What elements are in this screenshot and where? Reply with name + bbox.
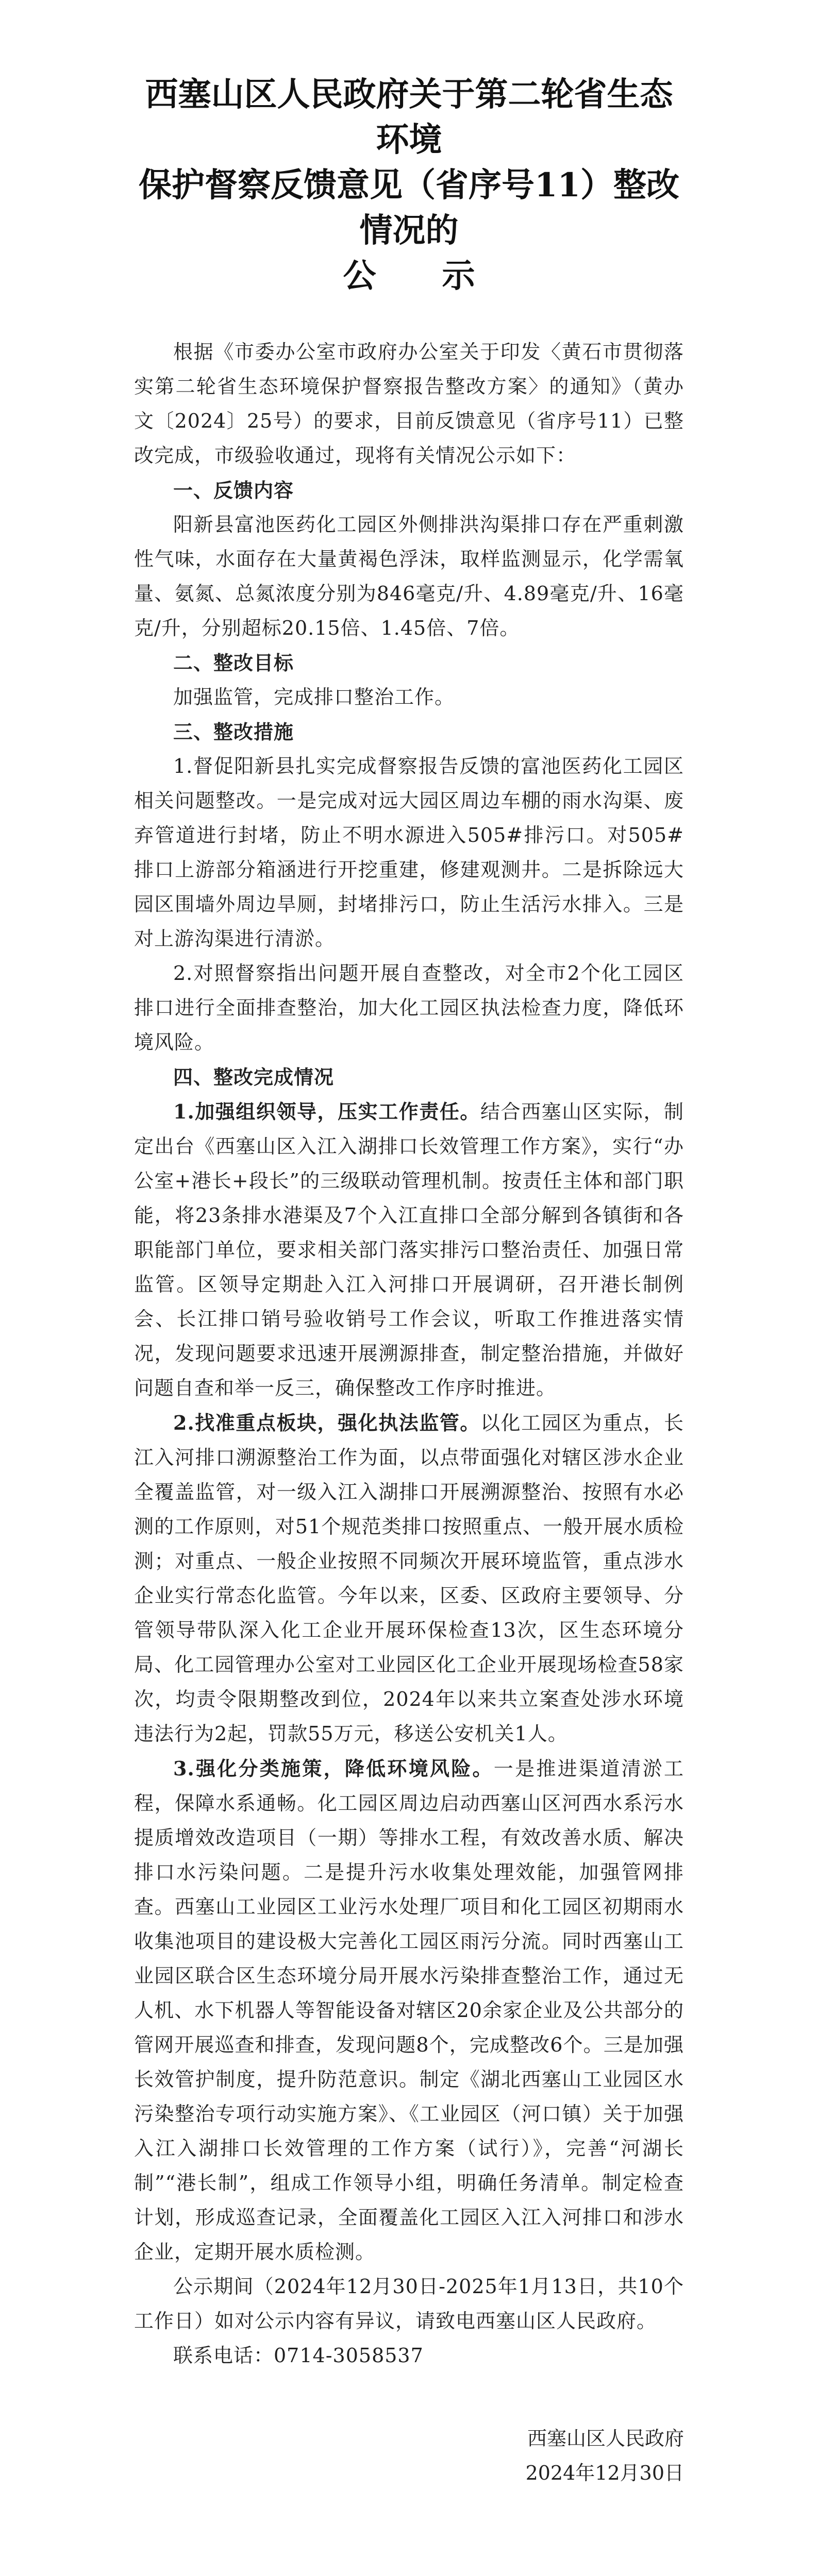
completion-paragraph-3 bbox=[134, 1751, 684, 2269]
section-heading-completion: 四、整改完成情况 bbox=[173, 1065, 335, 1089]
signature-org: 西塞山区人民政府 bbox=[527, 2427, 684, 2450]
goal-paragraph: 加强监管，完成排口整治工作。 bbox=[173, 686, 455, 708]
notice-period-paragraph: 公示期间（2024年12月30日-2025年1月13日，共10个工作日）如对公示内容有异议，请致电西塞山区人民政府。 bbox=[134, 2275, 684, 2332]
completion-body-1: 结合西塞山区实际，制定出台《西塞山区入江入湖排口长效管理工作方案》，实行“办公室+港长+段长”的三级联动管理机制。按责任主体和部门职能，将23条排水港渠及7个入江直排口全部分解到各镇街和各职能部门单位，要求相关部门落实排污口整治责任、加强日常监管。区领导定期赴入江入河排口开展调研，召开港长制例会、长江排口销号验收销号工作会议，听取工作推进落实情况，发现问题要求迅速开展溯源排查，制定整治措施，并做好问题自查和举一反三，确保整改工作序时推进。 bbox=[134, 1100, 684, 1399]
completion-body-2: 以化工园区为重点，长江入河排口溯源整治工作为面，以点带面强化对辖区涉水企业全覆盖监管，对一级入江入湖排口开展溯源整治、按照有水必测的工作原则，对51个规范类排口按照重点、一般开展水质检测；对重点、一般企业按照不同频次开展环境监管，重点涉水企业实行常态化监管。今年以来，区委、区政府主要领导、分管领导带队深入化工企业开展环保检查13次，区生态环境分局、化工园管理办公室对工业园区化工企业开展现场检查58家次，均责令限期整改到位，2024年以来共立案查处涉水环境违法行为2起，罚款55万元，移送公安机关1人。 bbox=[134, 1412, 684, 1745]
completion-paragraph-2 bbox=[134, 1405, 684, 1751]
completion-paragraph-1 bbox=[134, 1094, 684, 1405]
completion-lead-3: 3.强化分类施策，降低环境风险。 bbox=[173, 1757, 494, 1780]
completion-lead-1: 1.加强组织领导，压实工作责任。 bbox=[173, 1100, 480, 1123]
section-heading-measures: 三、整改措施 bbox=[173, 720, 294, 743]
section-heading-feedback: 一、反馈内容 bbox=[173, 479, 294, 502]
completion-body-3: 一是推进渠道清淤工程，保障水系通畅。化工园区周边启动西塞山区河西水系污水提质增效改造项目（一期）等排水工程，有效改善水质、解决排口水污染问题。二是提升污水收集处理效能，加强管网排查。西塞山工业园区工业污水处理厂项目和化工园区初期雨水收集池项目的建设极大完善化工园区雨污分流。同时西塞山工业园区联合区生态环境分局开展水污染排查整治工作，通过无人机、水下机器人等智能设备对辖区20余家企业及公共部分的管网开展巡查和排查，发现问题8个，完成整改6个。三是加强长效管护制度，提升防范意识。制定《湖北西塞山工业园区水污染整治专项行动实施方案》、《工业园区（河口镇）关于加强入江入湖排口长效管理的工作方案（试行）》，完善“河湖长制”“港长制”，组成工作领导小组，明确任务清单。制定检查计划，形成巡查记录，全面覆盖化工园区入江入河排口和涉水企业，定期开展水质检测。 bbox=[134, 1757, 684, 2263]
title-line-3: 公 示 bbox=[343, 257, 475, 295]
title-line-1: 西塞山区人民政府关于第二轮省生态环境 bbox=[145, 75, 673, 159]
document-title bbox=[134, 72, 684, 299]
contact-line: 联系电话：0714-3058537 bbox=[173, 2344, 424, 2367]
measures-paragraph-2: 2.对照督察指出问题开展自查整改，对全市2个化工园区排口进行全面排查整治，加大化工园区执法检查力度，降低环境风险。 bbox=[134, 962, 684, 1054]
feedback-paragraph: 阳新县富池医药化工园区外侧排洪沟渠排口存在严重刺激性气味，水面存在大量黄褐色浮沫，取样监测显示，化学需氧量、氨氮、总氮浓度分别为846毫克/升、4.89毫克/升、16毫克/升，分别超标20.15倍、1.45倍、7倍。 bbox=[134, 513, 684, 639]
completion-lead-2: 2.找准重点板块，强化执法监管。 bbox=[173, 1411, 480, 1434]
title-line-2: 保护督察反馈意见（省序号11）整改情况的 bbox=[138, 166, 680, 250]
measures-paragraph-1: 1.督促阳新县扎实完成督察报告反馈的富池医药化工园区相关问题整改。一是完成对远大园区周边车棚的雨水沟渠、废弃管道进行封堵，防止不明水源进入505#排污口。对505#排口上游部分箱涵进行开挖重建，修建观测井。二是拆除远大园区围墙外周边旱厕，封堵排污口，防止生活污水排入。三是对上游沟渠进行清淤。 bbox=[134, 755, 684, 950]
signature-date: 2024年12月30日 bbox=[525, 2462, 684, 2484]
signature-block bbox=[526, 2421, 684, 2490]
intro-paragraph: 根据《市委办公室市政府办公室关于印发〈黄石市贯彻落实第二轮省生态环境保护督察报告整改方案〉的通知》（黄办文〔2024〕25号）的要求，目前反馈意见（省序号11）已整改完成，市级验收通过，现将有关情况公示如下： bbox=[134, 341, 684, 467]
section-heading-goal: 二、整改目标 bbox=[173, 651, 294, 674]
